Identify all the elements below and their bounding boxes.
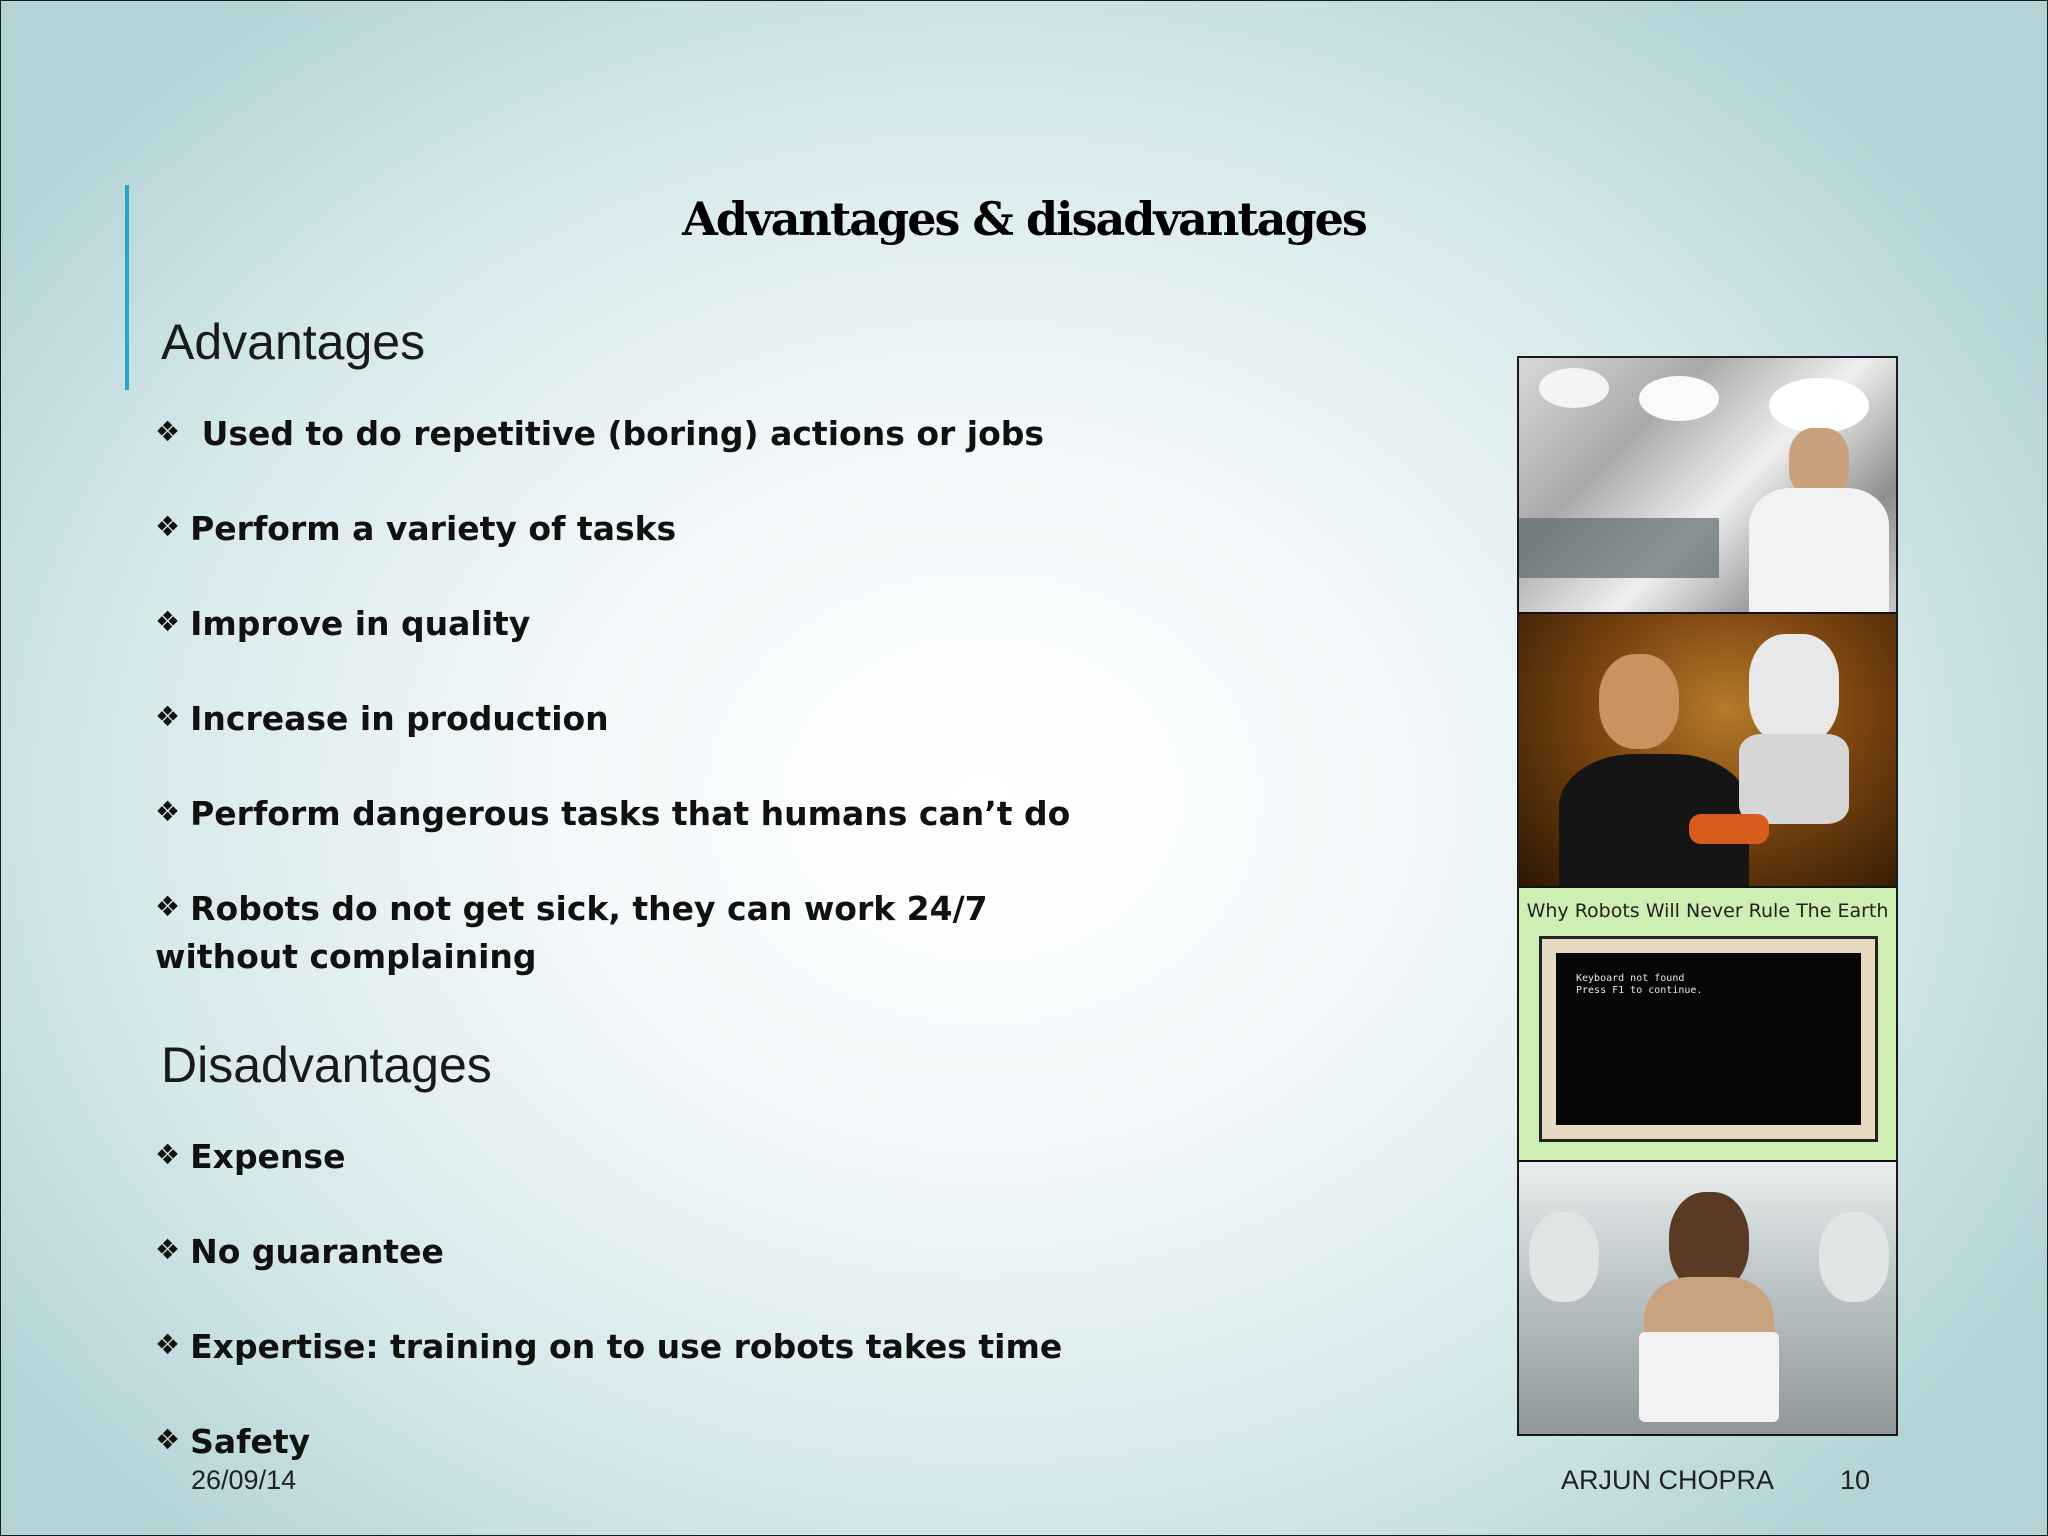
disadvantage-text: No guarantee	[190, 1232, 444, 1271]
comic-screen	[1539, 936, 1878, 1142]
diamond-bullet-icon: ❖	[155, 1138, 181, 1171]
advantage-item	[155, 883, 1135, 981]
advantage-item	[155, 693, 1135, 743]
diamond-bullet-icon: ❖	[155, 795, 181, 828]
disadvantage-item	[155, 1226, 1135, 1276]
disadvantage-item	[155, 1416, 1135, 1466]
disadvantages-heading: Disadvantages	[161, 1037, 492, 1093]
footer-page-number: 10	[1840, 1465, 1871, 1495]
woman-with-robots-photo	[1519, 1162, 1896, 1434]
advantage-text: Used to do repetitive (boring) actions or jobs	[190, 414, 1045, 453]
disadvantage-item	[155, 1321, 1135, 1371]
advantage-text: Robots do not get sick, they can work 24/7 without complaining	[155, 889, 988, 976]
advantage-item	[155, 408, 1135, 458]
diamond-bullet-icon: ❖	[155, 1423, 181, 1456]
diamond-bullet-icon: ❖	[155, 890, 181, 923]
robot-comic-image	[1519, 888, 1896, 1160]
diamond-bullet-icon: ❖	[155, 700, 181, 733]
comic-screen-line: Keyboard not found	[1576, 973, 1685, 984]
comic-screen-line: Press F1 to continue.	[1576, 985, 1703, 996]
advantage-text: Perform dangerous tasks that humans can’t do	[190, 794, 1071, 833]
footer-date: 26/09/14	[191, 1465, 297, 1495]
diamond-bullet-icon: ❖	[155, 415, 181, 448]
advantage-item	[155, 598, 1135, 648]
footer-author: ARJUN CHOPRA	[1561, 1465, 1775, 1495]
disadvantage-text: Safety	[190, 1422, 311, 1461]
photo-column	[1517, 356, 1898, 1436]
disadvantage-text: Expense	[190, 1137, 346, 1176]
advantage-text: Increase in production	[190, 699, 609, 738]
diamond-bullet-icon: ❖	[155, 510, 181, 543]
slide-title: Advantages & disadvantages	[682, 192, 1366, 246]
diamond-bullet-icon: ❖	[155, 605, 181, 638]
comic-caption: Why Robots Will Never Rule The Earth	[1526, 900, 1889, 922]
man-with-robot-photo	[1519, 614, 1896, 886]
advantage-item	[155, 503, 1135, 553]
disadvantage-text: Expertise: training on to use robots takes time	[190, 1327, 1063, 1366]
factory-workers-photo	[1519, 358, 1896, 612]
diamond-bullet-icon: ❖	[155, 1328, 181, 1361]
disadvantage-item	[155, 1131, 1135, 1181]
advantages-heading: Advantages	[161, 314, 426, 370]
advantage-text: Improve in quality	[190, 604, 531, 643]
advantage-item	[155, 788, 1135, 838]
diamond-bullet-icon: ❖	[155, 1233, 181, 1266]
advantage-text: Perform a variety of tasks	[190, 509, 677, 548]
